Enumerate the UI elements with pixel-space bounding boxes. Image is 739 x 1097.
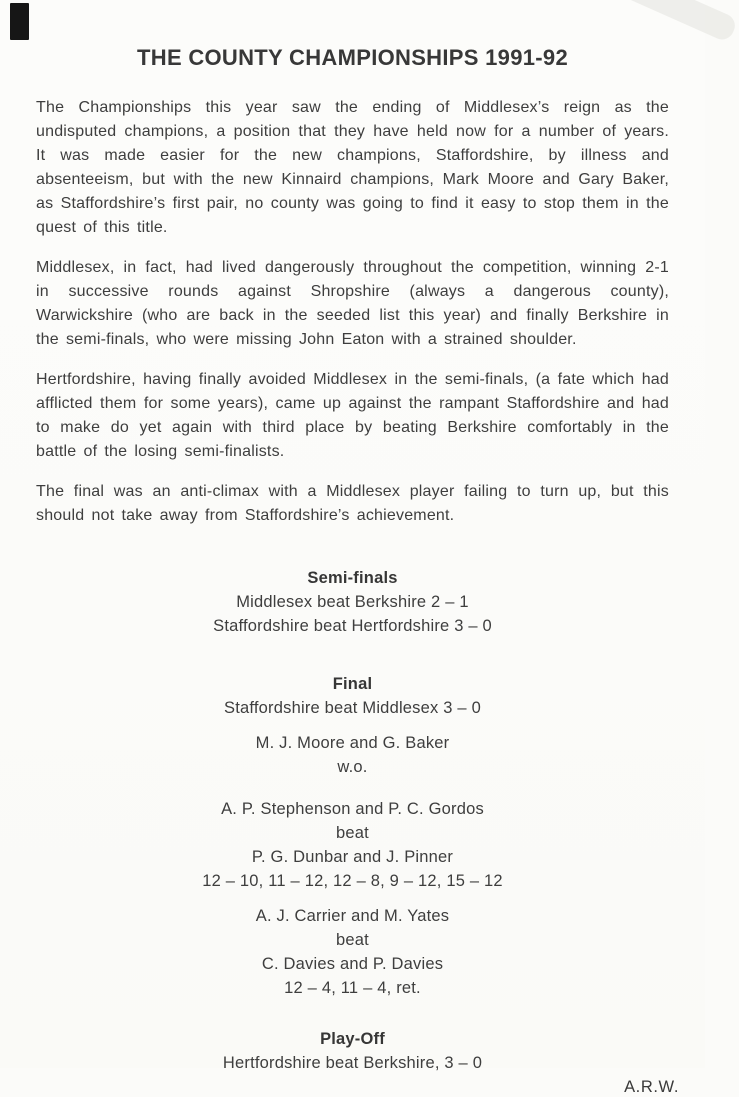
scan-artifact-top-left [10,3,29,40]
result-heading: Semi-finals [307,569,398,587]
result-group-second-pair [0,797,705,893]
result-group-walkover [0,731,705,779]
result-group-final [0,672,705,720]
paragraph-1: The Championships this year saw the ending of Middlesex’s reign as the undisputed champions, a position that they have held now for a number of years. It was made easier for the new champions, Staffordshire, by illness and absenteeism, but with the new Kinnaird champions, Mark Moore and Gary Baker, as Staffordshire’s first pair, no county was going to find it easy to stop them in the quest of this title. [36,99,669,236]
result-line: 12 – 10, 11 – 12, 12 – 8, 9 – 12, 15 – 12 [202,872,503,890]
result-line: A. J. Carrier and M. Yates [255,907,450,925]
result-heading: Play-Off [320,1030,385,1048]
result-group-third-pair [0,904,705,1000]
result-line: A. P. Stephenson and P. C. Gordos [221,800,484,818]
paragraph-2: Middlesex, in fact, had lived dangerously throughout the competition, winning 2-1 in successive rounds against Shropshire (always a dangerous county), Warwickshire (who are back in the seeded list this year) and finally Berkshire in the semi-finals, who were missing John Eaton with a strained shoulder. [36,259,669,348]
result-line: Hertfordshire beat Berkshire, 3 – 0 [222,1054,483,1072]
result-line: beat [336,931,369,949]
result-line: w.o. [337,758,368,776]
result-line: Staffordshire beat Middlesex 3 – 0 [224,699,481,717]
result-heading: Final [332,675,373,693]
author-initials: A.R.W. [624,1078,679,1096]
result-line: Middlesex beat Berkshire 2 – 1 [236,593,469,611]
result-line: Staffordshire beat Hertfordshire 3 – 0 [213,617,492,635]
result-group-semi-finals [0,566,705,638]
result-line: P. G. Dunbar and J. Pinner [251,848,454,866]
results-section [0,566,705,1075]
paragraph-4: The final was an anti-climax with a Middlesex player failing to turn up, but this should not take away from Staffordshire’s achievement. [36,483,669,524]
result-line: M. J. Moore and G. Baker [255,734,450,752]
result-group-play-off [0,1027,705,1075]
page-title: THE COUNTY CHAMPIONSHIPS 1991-92 [137,45,568,70]
result-line: C. Davies and P. Davies [261,955,444,973]
paragraph-3: Hertfordshire, having finally avoided Middlesex in the semi-finals, (a fate which had afflicted them for some years), came up against the rampant Staffordshire and had to make do yet again with third place by beating Berkshire comfortably in the battle of the losing semi-finalists. [36,371,669,460]
result-line: 12 – 4, 11 – 4, ret. [284,979,421,997]
article-body [36,96,669,528]
result-line: beat [336,824,369,842]
